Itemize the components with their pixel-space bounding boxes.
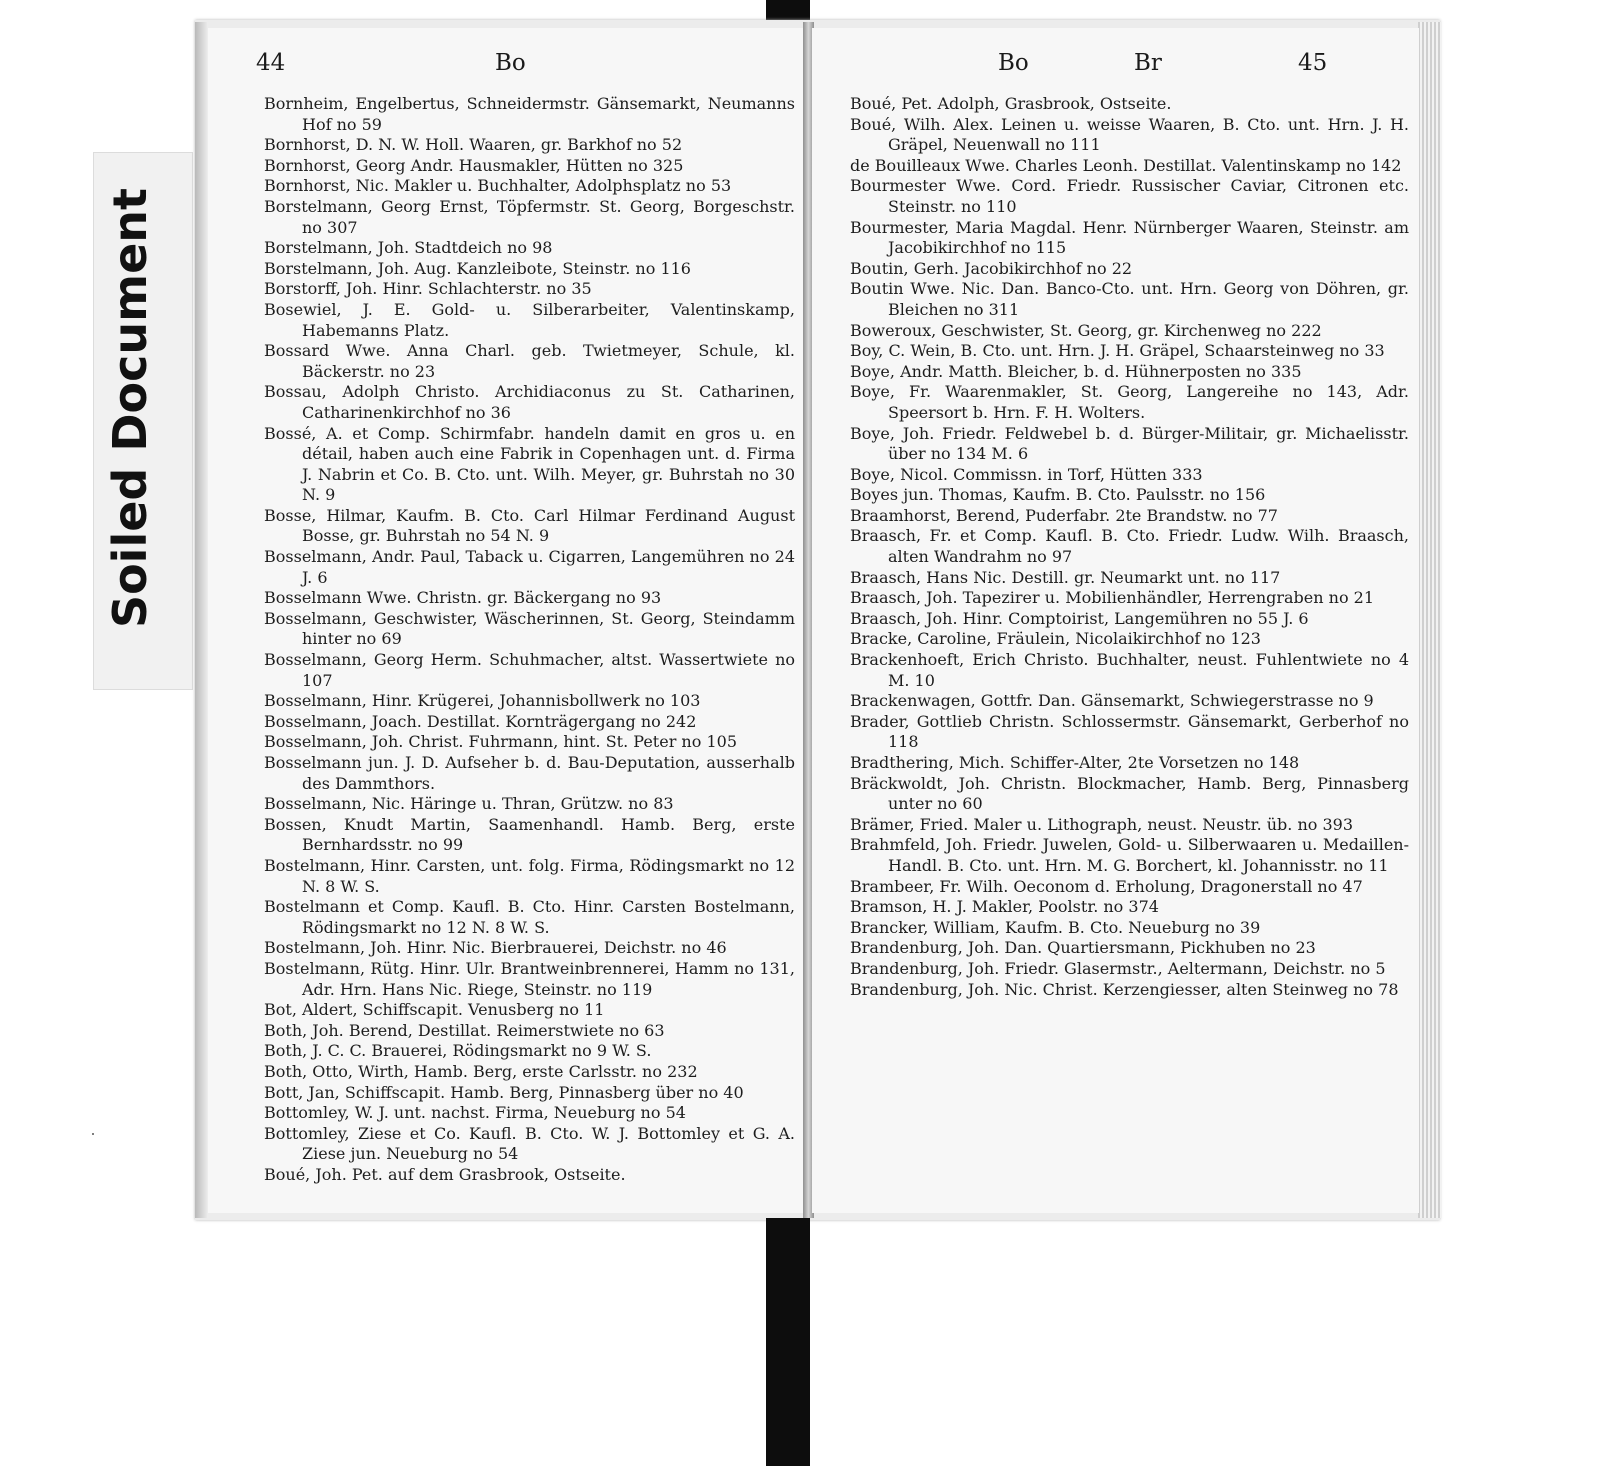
directory-entry: Brandenburg, Joh. Friedr. Glasermstr., Aeltermann, Deichstr. no 5 bbox=[850, 958, 1386, 978]
directory-entry: Bostelmann, Rütg. Hinr. Ulr. Brantweinbrennerei, Hamm no 131, Adr. Hrn. Hans Nic. Riege, Steinstr. no 119 bbox=[264, 958, 795, 999]
directory-entries bbox=[850, 94, 1409, 1000]
directory-entry: Borstelmann, Georg Ernst, Töpfermstr. St. Georg, Borgeschstr. no 307 bbox=[264, 196, 795, 237]
directory-entry: Borstorff, Joh. Hinr. Schlachterstr. no 35 bbox=[264, 279, 592, 299]
left-page-edge bbox=[195, 22, 207, 1218]
directory-entry: Boweroux, Geschwister, St. Georg, gr. Kirchenweg no 222 bbox=[850, 320, 1322, 340]
directory-entry: Bracke, Caroline, Fräulein, Nicolaikirchhof no 123 bbox=[850, 629, 1261, 649]
section-letters-next: Br bbox=[1134, 50, 1162, 76]
directory-entry: Brambeer, Fr. Wilh. Oeconom d. Erholung, Dragonerstall no 47 bbox=[850, 876, 1363, 896]
directory-entry: Braasch, Joh. Tapezirer u. Mobilienhändler, Herrengraben no 21 bbox=[850, 588, 1375, 608]
binding-strap-bottom bbox=[766, 1218, 810, 1466]
directory-entry: Bostelmann et Comp. Kaufl. B. Cto. Hinr. Carsten Bostelmann, Rödingsmarkt no 12 N. 8 W. S. bbox=[264, 897, 795, 937]
left-page-header bbox=[208, 50, 805, 84]
directory-entry: Bosselmann, Nic. Häringe u. Thran, Grützw. no 83 bbox=[264, 794, 674, 814]
directory-entry: Boye, Joh. Friedr. Feldwebel b. d. Bürger-Militair, gr. Michaelisstr. über no 134 M. 6 bbox=[850, 423, 1409, 464]
directory-entry: Bosselmann Wwe. Christn. gr. Bäckergang no 93 bbox=[264, 588, 662, 608]
page-number: 44 bbox=[256, 50, 286, 76]
directory-entry: Bostelmann, Joh. Hinr. Nic. Bierbrauerei, Deichstr. no 46 bbox=[264, 938, 727, 958]
directory-entry: Bräckwoldt, Joh. Christn. Blockmacher, Hamb. Berg, Pinnasberg unter no 60 bbox=[850, 773, 1409, 814]
directory-entry: Braasch, Fr. et Comp. Kaufl. B. Cto. Friedr. Ludw. Wilh. Braasch, alten Wandrahm no 97 bbox=[850, 526, 1409, 567]
soiled-document-stamp bbox=[93, 152, 193, 690]
directory-entry: Braasch, Joh. Hinr. Comptoirist, Langemühren no 55 J. 6 bbox=[850, 608, 1309, 628]
left-page bbox=[208, 28, 805, 1213]
right-page-header bbox=[812, 50, 1419, 84]
directory-entry: Brancker, William, Kaufm. B. Cto. Neueburg no 39 bbox=[850, 917, 1261, 937]
directory-entry: Bostelmann, Hinr. Carsten, unt. folg. Firma, Rödingsmarkt no 12 N. 8 W. S. bbox=[264, 855, 795, 896]
directory-entry: Bosselmann, Georg Herm. Schuhmacher, altst. Wassertwiete no 107 bbox=[264, 650, 795, 690]
stamp-label: Soiled Document bbox=[103, 187, 157, 629]
directory-entry: Boutin, Gerh. Jacobikirchhof no 22 bbox=[850, 258, 1133, 278]
directory-entry: de Bouilleaux Wwe. Charles Leonh. Destillat. Valentinskamp no 142 bbox=[850, 155, 1402, 175]
directory-entry: Borstelmann, Joh. Stadtdeich no 98 bbox=[264, 238, 553, 258]
directory-entry: Bornheim, Engelbertus, Schneidermstr. Gänsemarkt, Neumanns Hof no 59 bbox=[264, 94, 795, 134]
directory-entry: Bourmester, Maria Magdal. Henr. Nürnberger Waaren, Steinstr. am Jacobikirchhof no 115 bbox=[850, 217, 1409, 258]
directory-entry: Bosselmann jun. J. D. Aufseher b. d. Bau-Deputation, ausserhalb des Dammthors. bbox=[264, 753, 795, 793]
section-letters: Bo bbox=[998, 50, 1029, 76]
directory-entry: Boye, Nicol. Commissn. in Torf, Hütten 333 bbox=[850, 464, 1203, 484]
directory-entry: Braamhorst, Berend, Puderfabr. 2te Brandstw. no 77 bbox=[850, 505, 1278, 525]
directory-entry: Brandenburg, Joh. Nic. Christ. Kerzengiesser, alten Steinweg no 78 bbox=[850, 979, 1399, 999]
directory-entry: Brackenwagen, Gottfr. Dan. Gänsemarkt, Schwiegerstrasse no 9 bbox=[850, 691, 1374, 711]
right-page bbox=[812, 28, 1419, 1213]
directory-entry: Boué, Joh. Pet. auf dem Grasbrook, Ostseite. bbox=[264, 1164, 626, 1184]
right-page-edges bbox=[1418, 22, 1442, 1218]
directory-entry: Boutin Wwe. Nic. Dan. Banco-Cto. unt. Hrn. Georg von Döhren, gr. Bleichen no 311 bbox=[850, 279, 1409, 319]
directory-entry: Braasch, Hans Nic. Destill. gr. Neumarkt unt. no 117 bbox=[850, 567, 1281, 587]
directory-entry: Bourmester Wwe. Cord. Friedr. Russischer Caviar, Citronen etc. Steinstr. no 110 bbox=[850, 176, 1409, 216]
directory-entry: Bossau, Adolph Christo. Archidiaconus zu St. Catharinen, Catharinenkirchhof no 36 bbox=[264, 382, 795, 422]
directory-entry: Bossé, A. et Comp. Schirmfabr. handeln damit en gros u. en détail, haben auch eine Fabrik in Copenhagen unt. d. Firma J. Nabrin et Co. B. Cto. unt. Wilh. Meyer, gr. Buhrstah no 30 N. 9 bbox=[264, 423, 795, 505]
directory-entries bbox=[264, 94, 795, 1185]
directory-entry: Both, Joh. Berend, Destillat. Reimerstwiete no 63 bbox=[264, 1020, 665, 1040]
directory-entry: Bott, Jan, Schiffscapit. Hamb. Berg, Pinnasberg über no 40 bbox=[264, 1082, 744, 1102]
directory-entry: Both, Otto, Wirth, Hamb. Berg, erste Carlsstr. no 232 bbox=[264, 1061, 698, 1081]
directory-entry: Bossen, Knudt Martin, Saamenhandl. Hamb. Berg, erste Bernhardsstr. no 99 bbox=[264, 814, 795, 855]
directory-entry: Bosewiel, J. E. Gold- u. Silberarbeiter, Valentinskamp, Habemanns Platz. bbox=[264, 299, 795, 340]
directory-entry: Boué, Pet. Adolph, Grasbrook, Ostseite. bbox=[850, 94, 1172, 113]
directory-entry: Brandenburg, Joh. Dan. Quartiersmann, Pickhuben no 23 bbox=[850, 938, 1316, 958]
directory-entry: Bottomley, W. J. unt. nachst. Firma, Neueburg no 54 bbox=[264, 1103, 686, 1123]
directory-entry: Bossard Wwe. Anna Charl. geb. Twietmeyer, Schule, kl. Bäckerstr. no 23 bbox=[264, 341, 795, 381]
directory-entry: Brackenhoeft, Erich Christo. Buchhalter, neust. Fuhlentwiete no 4 M. 10 bbox=[850, 650, 1409, 690]
directory-entry: Bramson, H. J. Makler, Poolstr. no 374 bbox=[850, 897, 1159, 917]
directory-entry: Bot, Aldert, Schiffscapit. Venusberg no 11 bbox=[264, 1000, 605, 1020]
page-number: 45 bbox=[1298, 50, 1328, 76]
directory-entry: Boué, Wilh. Alex. Leinen u. weisse Waaren, B. Cto. unt. Hrn. J. H. Gräpel, Neuenwall no 111 bbox=[850, 114, 1409, 155]
directory-entry: Bosselmann, Andr. Paul, Taback u. Cigarren, Langemühren no 24 J. 6 bbox=[264, 547, 795, 587]
directory-entry: Brader, Gottlieb Christn. Schlossermstr. Gänsemarkt, Gerberhof no 118 bbox=[850, 711, 1409, 752]
directory-entry: Both, J. C. C. Brauerei, Rödingsmarkt no 9 W. S. bbox=[264, 1041, 652, 1061]
directory-entry: Boye, Andr. Matth. Bleicher, b. d. Hühnerposten no 335 bbox=[850, 361, 1302, 381]
directory-entry: Borstelmann, Joh. Aug. Kanzleibote, Steinstr. no 116 bbox=[264, 258, 691, 278]
section-letters: Bo bbox=[495, 50, 526, 76]
directory-entry: Bosselmann, Joh. Christ. Fuhrmann, hint. St. Peter no 105 bbox=[264, 732, 737, 752]
directory-entry: Bradthering, Mich. Schiffer-Alter, 2te Vorsetzen no 148 bbox=[850, 753, 1300, 772]
directory-entry: Boye, Fr. Waarenmakler, St. Georg, Langereihe no 143, Adr. Speersort b. Hrn. F. H. Wolters. bbox=[850, 382, 1409, 422]
directory-entry: Bottomley, Ziese et Co. Kaufl. B. Cto. W. J. Bottomley et G. A. Ziese jun. Neueburg no 54 bbox=[264, 1123, 795, 1164]
directory-entry: Brämer, Fried. Maler u. Lithograph, neust. Neustr. üb. no 393 bbox=[850, 814, 1354, 834]
directory-entry: Boyes jun. Thomas, Kaufm. B. Cto. Paulsstr. no 156 bbox=[850, 485, 1266, 505]
directory-entry: Bornhorst, Nic. Makler u. Buchhalter, Adolphsplatz no 53 bbox=[264, 176, 732, 196]
directory-entry: Bosselmann, Joach. Destillat. Kornträgergang no 242 bbox=[264, 711, 697, 731]
directory-entry: Bosselmann, Geschwister, Wäscherinnen, St. Georg, Steindamm hinter no 69 bbox=[264, 608, 795, 649]
directory-entry: Bosse, Hilmar, Kaufm. B. Cto. Carl Hilmar Ferdinand August Bosse, gr. Buhrstah no 54 N. 9 bbox=[264, 505, 795, 546]
directory-entry: Brahmfeld, Joh. Friedr. Juwelen, Gold- u. Silberwaaren u. Medaillen-Handl. B. Cto. unt. Hrn. M. G. Borchert, kl. Johannisstr. no 11 bbox=[850, 835, 1409, 875]
directory-entry: Bosselmann, Hinr. Krügerei, Johannisbollwerk no 103 bbox=[264, 691, 701, 711]
speck bbox=[92, 1133, 94, 1135]
directory-entry: Bornhorst, D. N. W. Holl. Waaren, gr. Barkhof no 52 bbox=[264, 135, 683, 155]
directory-entry: Bornhorst, Georg Andr. Hausmakler, Hütten no 325 bbox=[264, 155, 684, 175]
directory-entry: Boy, C. Wein, B. Cto. unt. Hrn. J. H. Gräpel, Schaarsteinweg no 33 bbox=[850, 341, 1385, 361]
